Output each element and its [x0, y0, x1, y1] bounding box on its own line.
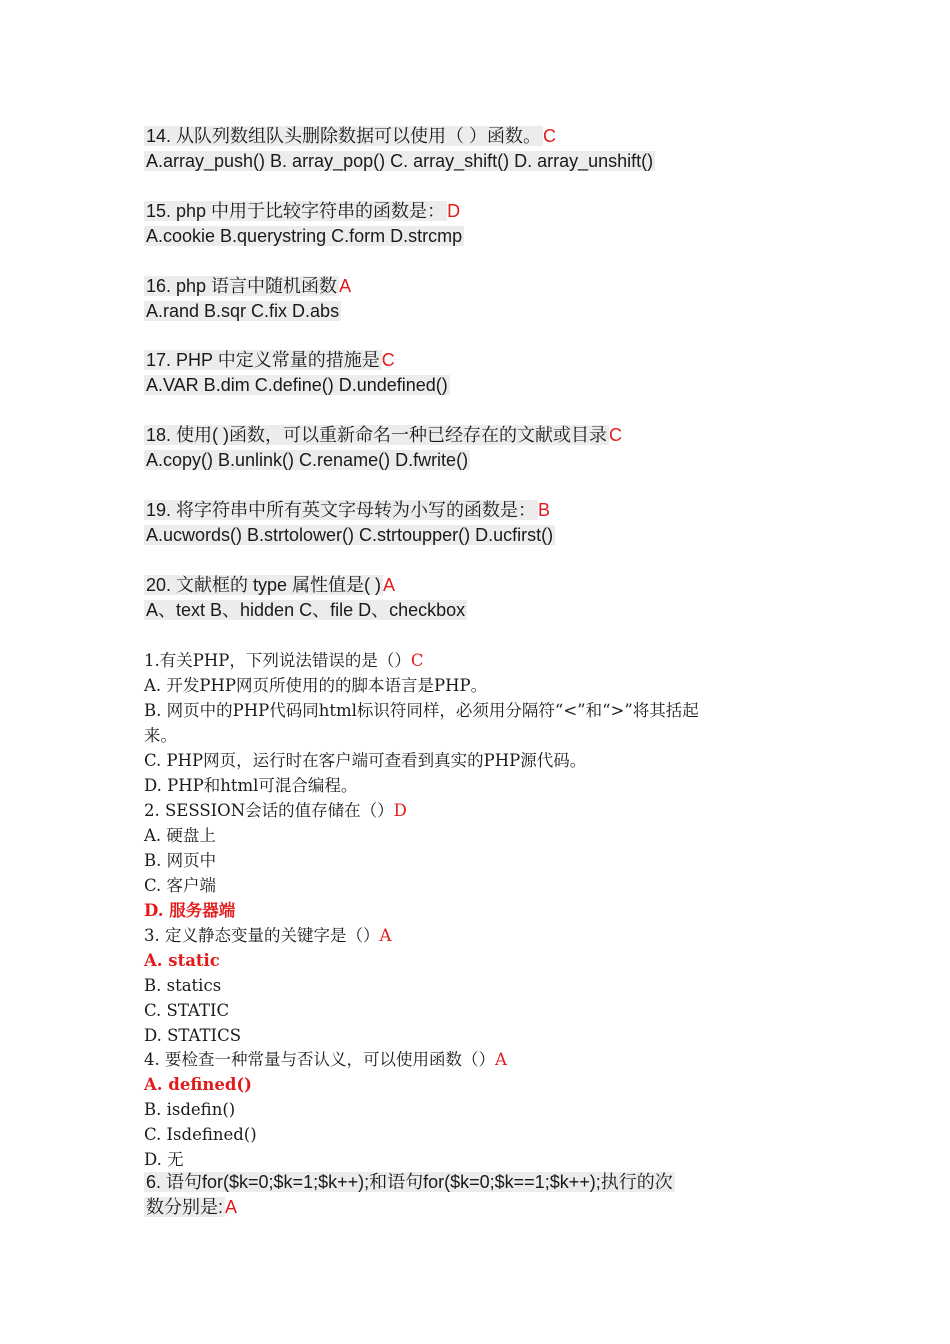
s2-option-c: C. 客户端 — [144, 876, 217, 895]
q15-options-line — [144, 224, 814, 249]
q17-options: A.VAR B.dim C.define() D.undefined() — [146, 375, 448, 395]
s1-option-c: C. PHP网页，运行时在客户端可查看到真实的PHP源代码。 — [144, 751, 587, 770]
s4-option-d: D. 无 — [144, 1150, 184, 1169]
q17-answer: C — [381, 350, 395, 370]
q17-question: 17. PHP 中定义常量的措施是 — [146, 350, 380, 370]
s4-question: 4. 要检查一种常量与否认义，可以使用函数（） — [144, 1050, 495, 1069]
q14-options-line — [144, 149, 814, 174]
s3-answer: A — [379, 926, 392, 945]
s1-option-d: D. PHP和html可混合编程。 — [144, 776, 358, 795]
q16-question-line — [144, 274, 814, 299]
s2-option-d-correct: D. 服务器端 — [144, 901, 236, 920]
s1-option-a: A. 开发PHP网页所使用的的脚本语言是PHP。 — [144, 676, 488, 695]
q16-options: A.rand B.sqr C.fix D.abs — [146, 301, 340, 321]
q18-question-line — [144, 423, 814, 448]
q17-question-line — [144, 348, 814, 373]
q16-options-line — [144, 299, 814, 324]
s6-answer: A — [225, 1197, 238, 1217]
q16-question: 16. php 语言中随机函数 — [146, 276, 338, 296]
s4-option-c: C. Isdefined() — [144, 1125, 257, 1144]
q15-options: A.cookie B.querystring C.form D.strcmp — [146, 226, 463, 246]
q14-question: 14. 从队列数组队头删除数据可以使用（ ）函数。 — [146, 126, 542, 146]
q16-answer: A — [339, 276, 352, 296]
q20-question: 20. 文献框的 type 属性值是( ) — [146, 575, 382, 595]
s1-option-b-line2: 来。 — [144, 726, 177, 745]
s3-option-b: B. statics — [144, 976, 222, 995]
s6-question-part1: 6. 语句for($k=0;$k=1;$k++);和语句for($k=0;$k==1;$k++);执行的次 — [146, 1172, 673, 1192]
q14-answer: C — [543, 126, 557, 146]
s2-question: 2. SESSION会话的值存储在（） — [144, 801, 394, 820]
s1-option-b-line1: B. 网页中的PHP代码同html标识符同样，必须用分隔符“<”和“>”将其括起 — [144, 701, 699, 720]
s2-option-a: A. 硬盘上 — [144, 826, 216, 845]
s4-answer: A — [495, 1050, 507, 1069]
q20-question-line — [144, 573, 814, 598]
s3-option-c: C. STATIC — [144, 1001, 230, 1020]
q14-options: A.array_push() B. array_pop() C. array_shift() D. array_unshift() — [146, 151, 654, 171]
s4-option-b: B. isdefin() — [144, 1100, 236, 1119]
s4-option-a-correct: A. defined() — [144, 1075, 252, 1094]
q19-answer: B — [538, 500, 551, 520]
s3-question-line — [144, 923, 814, 948]
q19-question: 19. 将字符串中所有英文字母转为小写的函数是： — [146, 500, 537, 520]
q19-question-line — [144, 498, 814, 523]
s1-question-line — [144, 648, 814, 673]
s4-question-line — [144, 1047, 814, 1072]
s2-answer: D — [393, 801, 407, 820]
s3-option-a-correct: A. static — [144, 951, 220, 970]
s3-option-d: D. STATICS — [144, 1026, 242, 1045]
s6-question-part2: 数分别是: — [146, 1197, 224, 1217]
q14-question-line — [144, 124, 814, 149]
q20-options-line — [144, 598, 814, 623]
s1-question: 1.有关PHP，下列说法错误的是（） — [144, 651, 411, 670]
q17-options-line — [144, 373, 814, 398]
q20-answer: A — [383, 575, 396, 595]
q18-answer: C — [609, 425, 623, 445]
q18-options-line — [144, 448, 814, 473]
q19-options: A.ucwords() B.strtolower() C.strtoupper() D.ucfirst() — [146, 525, 554, 545]
s6-question-line1 — [144, 1170, 814, 1195]
q18-options: A.copy() B.unlink() C.rename() D.fwrite() — [146, 450, 469, 470]
s2-option-b: B. 网页中 — [144, 851, 217, 870]
q20-options: A、text B、hidden C、file D、checkbox — [146, 600, 466, 620]
s3-question: 3. 定义静态变量的关键字是（） — [144, 926, 380, 945]
q15-answer: D — [447, 201, 461, 221]
q19-options-line — [144, 523, 814, 548]
s2-question-line — [144, 798, 814, 823]
q15-question-line — [144, 199, 814, 224]
q18-question: 18. 使用( )函数，可以重新命名一种已经存在的文献或目录 — [146, 425, 608, 445]
q15-question: 15. php 中用于比较字符串的函数是： — [146, 201, 446, 221]
s6-question-line2 — [144, 1195, 814, 1220]
s1-answer: C — [410, 651, 424, 670]
